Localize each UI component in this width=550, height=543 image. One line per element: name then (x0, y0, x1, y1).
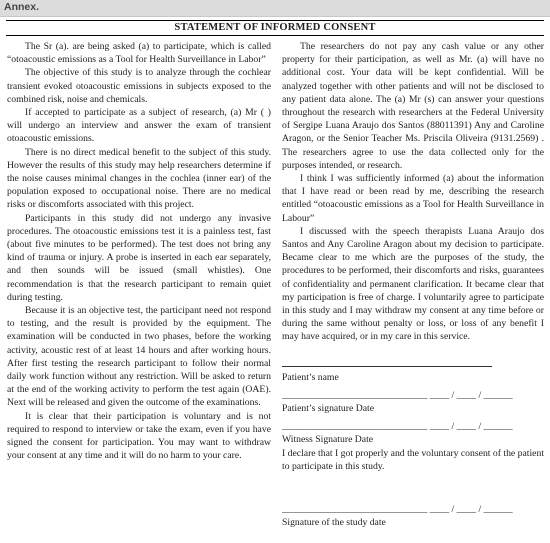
patient-name-label: Patient’s name (282, 371, 339, 383)
document-title: STATEMENT OF INFORMED CONSENT (174, 22, 376, 33)
patient-name-line (282, 366, 492, 367)
header-bar (0, 0, 550, 17)
paragraph: Participants in this study did not undergo any invasive procedures. The otoacoustic emissions test it is a painless test, fast (about five minutes to be performed). The test does not bring any kind of trauma or injury. A probe is inserted in each ear separately, and then sounds will be issued (small whistles). One recommendation is that the research participant to remain quiet during testing. (7, 212, 271, 303)
spacer (282, 344, 544, 366)
paragraph: If accepted to participate as a subject of research, (a) Mr ( ) will undergo an interview and answer the exam of transient otoacoustic emissions. (7, 107, 271, 145)
witness-signature-label: Witness Signature Date (282, 434, 374, 446)
title-top-rule (6, 20, 544, 21)
declaration-text: I declare that I got properly and the voluntary consent of the patient to participate in this study. (282, 447, 545, 472)
paragraph: The researchers do not pay any cash value or any other property for their participation, as well as Mr. (a) will have no additional cost. Your data will be kept confidential. Will be analyzed together with other patients and will not be disclosed to any patient data alone. The (a) Mr (s) can answer your questions throughout the research with researchers at the Federal University of Sergipe Luana Araujo dos Santos (88011391) Any and Caroline Aragon, or the Senior Teacher Ms. Priscila Oliveira (9131.2569) . The researchers agree to use the data collected only for the purposes intended, or research. (282, 41, 544, 171)
right-column (282, 40, 544, 530)
title-bottom-rule (6, 35, 544, 36)
study-date-blank: ______________________________ ____ / ____ / ______ (282, 504, 513, 516)
paragraph: Because it is an objective test, the participant need not respond to testing, and the result is provided by the equipment. The examination will be conducted in two phases, before the working activity, acoustic rest of at least 14 hours and after working hours. After first testing the research participant to follow their normal daily work function without any restriction. Will be asked to return at the end of the working activity to perform the test again (OAE). Next will be released and given the outcome of the examinations. (7, 305, 271, 409)
paragraph: I discussed with the speech therapists Luana Araujo dos Santos and Any Caroline Aragon about my decision to participate. Became clear to me which are the purposes of the study, the procedures to be performed, their discomforts and risks, guarantees of confidentiality and permanent clarification. It became clear that my participation is free of charge. I voluntarily agree to participate in this study and I may withdraw my consent at any time before or during the same without penalty or loss, or loss of any benefit I may have acquired, or in my care in this service. (282, 225, 544, 343)
paragraph: I think I was sufficiently informed (a) about the information that I have read or been read by me, describing the research entitled “otoacoustic emissions as a Tool for Health Surveillance in Labour” (282, 173, 544, 224)
left-column (7, 40, 271, 463)
patient-signature-label: Patient’s signature Date (282, 403, 375, 415)
patient-date-blank: ______________________________ ____ / ____ / ______ (282, 389, 513, 401)
witness-date-blank: ______________________________ ____ / ____ / ______ (282, 421, 513, 433)
paragraph: The objective of this study is to analyze through the cochlear transient evoked otoacoustic emissions in subjects exposed to the combined risk, noise and chemicals. (7, 67, 271, 105)
study-signature-label: Signature of the study date (282, 517, 386, 529)
paragraph: There is no direct medical benefit to the subject of this study. However the results of this study may help researchers determine if the noise causes minimal changes in the cochlea (inner ear) of the population exposed to occupational noise. There are no medical risks or discomforts associated with this project. (7, 146, 271, 211)
paragraph: It is clear that their participation is voluntary and is not required to respond to interview or take the exam, even if you have signed the consent for participation. You may want to withdraw your consent at any time and it will do no harm to your care. (7, 410, 271, 462)
annex-label: Annex. (4, 1, 40, 13)
paragraph: The Sr (a). are being asked (a) to participate, which is called “otoacoustic emissions as a Tool for Health Surveillance in Labor” (7, 41, 271, 66)
